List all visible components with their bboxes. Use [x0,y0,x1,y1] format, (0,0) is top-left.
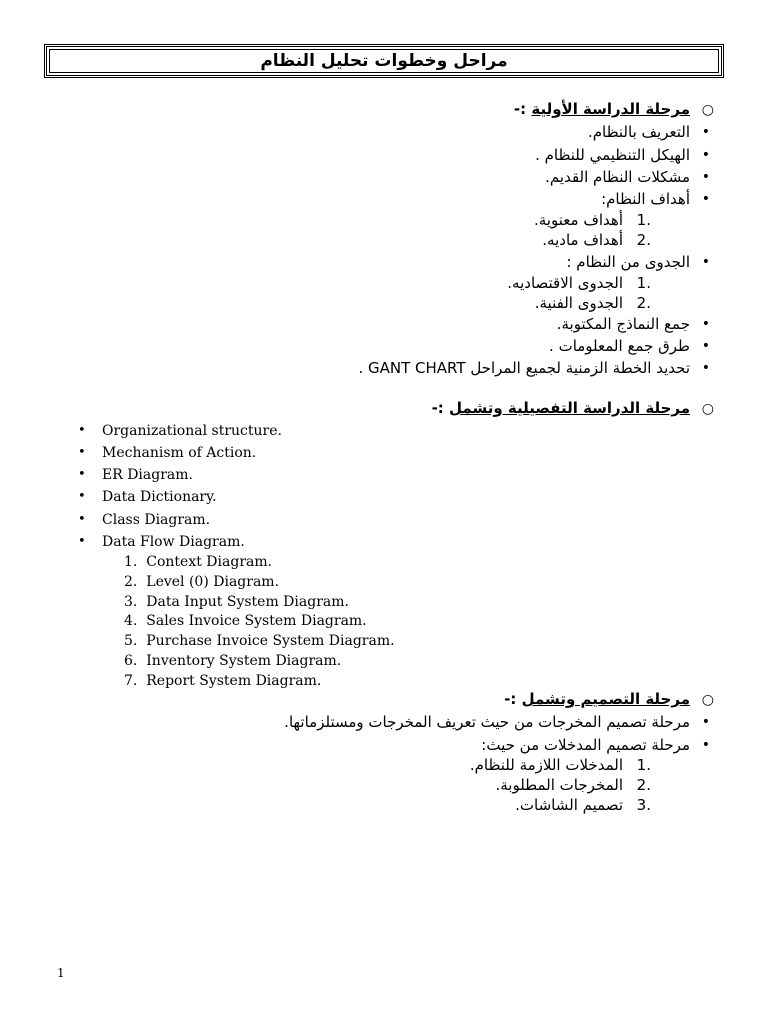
bullet-icon: • [78,467,86,482]
list-item: • Data Flow Diagram. [78,534,245,550]
list-item: • مرحلة تصميم المخرجات من حيث تعريف المخرجات ومستلزماتها. [284,713,710,731]
bullet-icon: • [701,737,710,753]
list-item: • التعريف بالنظام. [587,123,710,141]
hollow-circle-bullet-icon: ○ [701,102,714,118]
numbered-item: .2أهداف ماديه. [542,231,651,249]
page-number: 1 [57,966,65,980]
list-item: • الهيكل التنظيمي للنظام . [535,146,710,164]
bullet-icon: • [78,423,86,438]
list-item: • تحديد الخطة الزمنية لجميع المراحل GANT CHART . [358,359,710,377]
numbered-item: .3تصميم الشاشات. [515,796,651,814]
list-item: • Mechanism of Action. [78,445,257,461]
bullet-icon: • [701,714,710,730]
bullet-icon: • [78,512,86,527]
numbered-item: .1الجدوى الاقتصاديه. [507,274,651,292]
numbered-item: 7. Report System Diagram. [124,673,322,689]
numbered-item: .1المدخلات اللازمة للنظام. [469,756,651,774]
bullet-icon: • [78,489,86,504]
numbered-item: 6. Inventory System Diagram. [124,653,342,669]
list-item: • مرحلة تصميم المدخلات من حيث: [481,736,710,754]
numbered-item: 5. Purchase Invoice System Diagram. [124,633,395,649]
hollow-circle-bullet-icon: ○ [701,692,714,708]
section1-heading: ○ مرحلة الدراسة الأولية :- [513,100,714,118]
list-item: • الجدوى من النظام : [566,253,710,271]
page-title: مراحل وخطوات تحليل النظام [260,51,508,71]
numbered-item: 1. Context Diagram. [124,554,273,570]
section2-heading: ○ مرحلة الدراسة التفصيلية وتشمل :- [431,399,714,417]
numbered-item: 2. Level (0) Diagram. [124,574,280,590]
numbered-item: .2المخرجات المطلوبة. [495,776,651,794]
list-item: • Class Diagram. [78,512,211,528]
bullet-icon: • [701,316,710,332]
list-item: • مشكلات النظام القديم. [545,168,710,186]
bullet-icon: • [701,360,710,376]
list-item: • أهداف النظام: [601,190,710,208]
bullet-icon: • [701,124,710,140]
bullet-icon: • [78,445,86,460]
list-item: • جمع النماذج المكتوبة. [556,315,710,333]
bullet-icon: • [701,338,710,354]
bullet-icon: • [701,147,710,163]
bullet-icon: • [701,254,710,270]
bullet-icon: • [78,534,86,549]
section3-heading: ○ مرحلة التصميم وتشمل :- [504,690,714,708]
list-item: • Organizational structure. [78,423,282,439]
list-item: • Data Dictionary. [78,489,217,505]
numbered-item: .2الجدوى الفنية. [534,294,651,312]
page-title-box [44,44,724,78]
numbered-item: 4. Sales Invoice System Diagram. [124,613,367,629]
list-item: • طرق جمع المعلومات . [549,337,710,355]
hollow-circle-bullet-icon: ○ [701,401,714,417]
bullet-icon: • [701,191,710,207]
bullet-icon: • [701,169,710,185]
numbered-item: 3. Data Input System Diagram. [124,594,349,610]
numbered-item: .1أهداف معنوية. [534,211,651,229]
list-item: • ER Diagram. [78,467,193,483]
